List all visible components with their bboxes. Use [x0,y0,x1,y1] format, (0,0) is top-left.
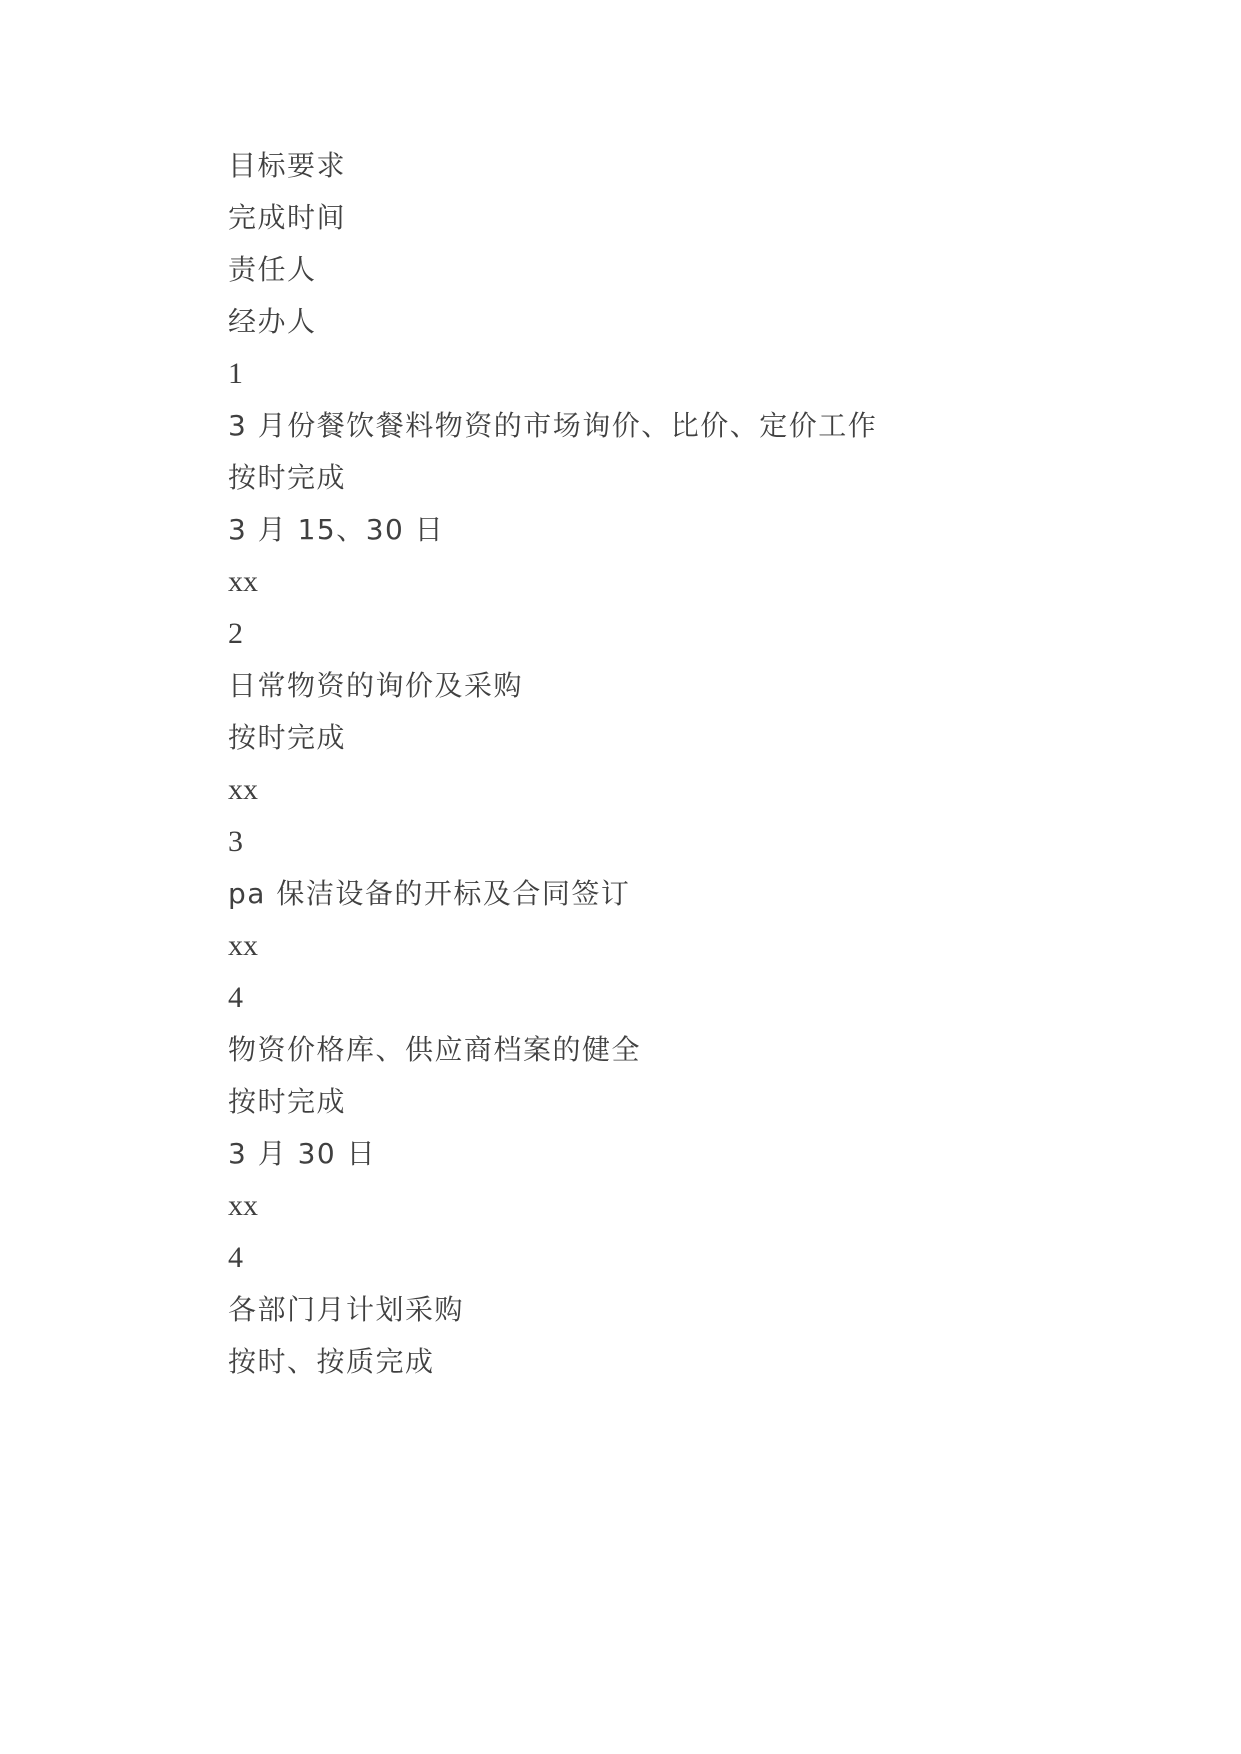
document-line: 4 [228,981,243,1014]
document-line: 按时完成 [228,461,347,494]
document-line: 各部门月计划采购 [228,1293,465,1326]
document-line: 3 [228,825,243,858]
document-text-body [228,140,1061,1388]
document-line: 完成时间 [228,201,347,234]
document-line: xx [228,773,258,806]
document-line: 责任人 [228,253,317,286]
document-line: 日常物资的询价及采购 [228,669,524,702]
document-line: 经办人 [228,305,317,338]
document-line: 物资价格库、供应商档案的健全 [228,1033,642,1066]
document-line: xx [228,929,258,962]
document-line: 1 [228,357,243,390]
document-line: 按时、按质完成 [228,1345,435,1378]
document-line: 3 月 15、30 日 [228,513,445,546]
document-line: 目标要求 [228,149,347,182]
document-line: 按时完成 [228,1085,347,1118]
document-line: xx [228,565,258,598]
document-line: pa 保洁设备的开标及合同签订 [228,877,631,910]
document-line: 按时完成 [228,721,347,754]
document-line: 3 月份餐饮餐料物资的市场询价、比价、定价工作 [228,409,878,442]
document-line: 3 月 30 日 [228,1137,377,1170]
document-line: 4 [228,1241,243,1274]
document-line: xx [228,1189,258,1222]
document-line: 2 [228,617,243,650]
